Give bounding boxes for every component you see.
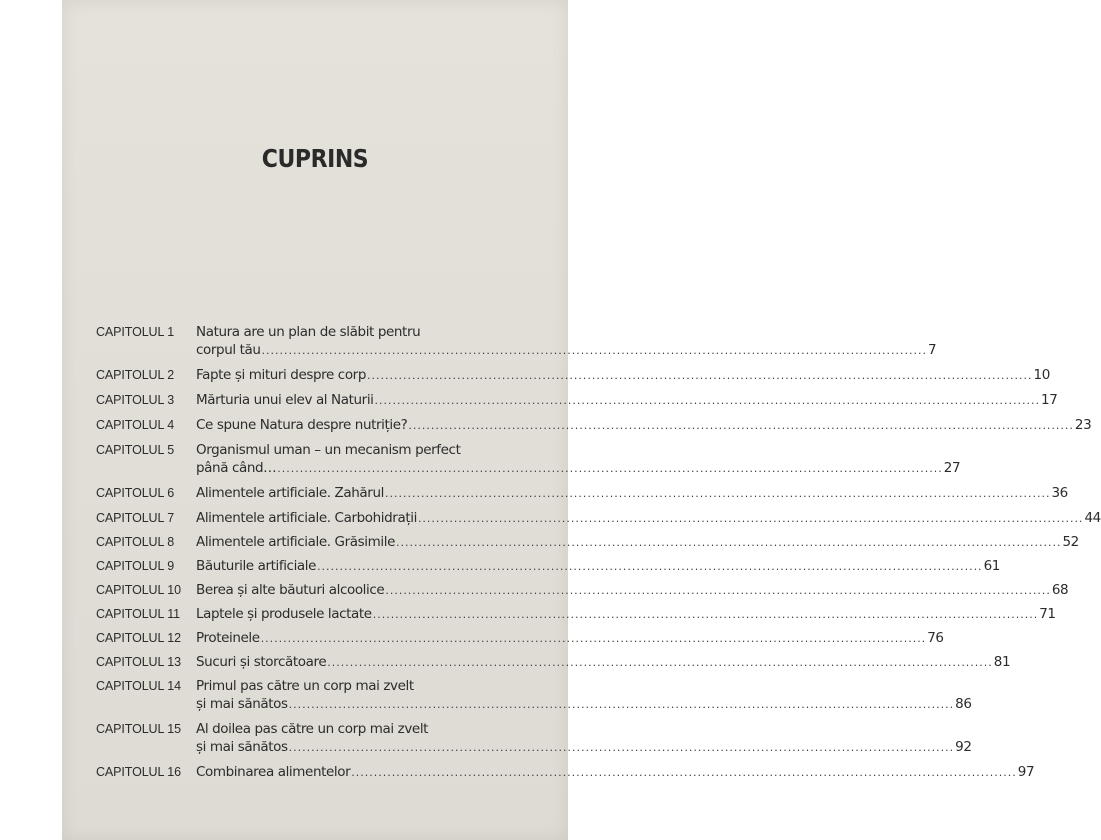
chapter-title-line: Organismul uman – un mecanism perfect [196,442,461,458]
chapter-label: CAPITOLUL 14 [96,679,181,693]
leader-dots [367,367,1033,385]
chapter-entry-body [196,441,960,478]
chapter-title-line [196,484,1068,503]
chapter-title-line [196,581,1068,600]
page-number: 76 [927,630,944,646]
toc-entry [96,629,944,648]
page-number: 92 [955,739,972,755]
chapter-entry-body [196,557,1000,576]
chapter-title: Băuturile artificiale [196,558,317,574]
chapter-label: CAPITOLUL 7 [96,511,175,525]
leader-dots [317,558,983,576]
leader-dots [289,739,955,757]
leader-dots [327,654,993,672]
chapter-label: CAPITOLUL 1 [96,325,175,339]
chapter-entry-body [196,391,1057,410]
chapter-entry-body [196,605,1056,624]
chapter-title: corpul tău [196,342,261,358]
toc-entry [96,720,972,757]
chapter-entry-body [196,763,1034,782]
page-number: 10 [1033,367,1050,383]
chapter-title-line: Primul pas către un corp mai zvelt [196,678,414,694]
chapter-title-line [196,509,1101,528]
chapter-label: CAPITOLUL 11 [96,607,181,621]
chapter-label: CAPITOLUL 12 [96,631,181,645]
leader-dots [385,582,1051,600]
chapter-title: până când… [196,460,277,476]
chapter-entry-body [196,581,1068,600]
toc-entry [96,653,1011,672]
chapter-title-line [196,459,960,478]
chapter-title: Laptele și produsele lactate [196,606,372,622]
chapter-title: Berea și alte băuturi alcoolice [196,582,385,598]
leader-dots [408,417,1074,435]
toc-entry [96,416,1092,435]
leader-dots [277,460,943,478]
chapter-label: CAPITOLUL 8 [96,535,175,549]
chapter-entry-body [196,629,944,648]
toc-entry [96,323,937,360]
chapter-label: CAPITOLUL 5 [96,443,175,457]
toc-entry [96,605,1056,624]
toc-entry [96,366,1050,385]
page-number: 7 [928,342,937,358]
page-number: 27 [943,460,961,476]
book-page [62,0,1101,840]
chapter-label: CAPITOLUL 10 [96,583,181,597]
leader-dots [396,534,1062,552]
page-number: 23 [1074,417,1092,433]
chapter-title-line [196,341,936,360]
page-number: 86 [955,696,972,712]
leader-dots [375,392,1041,410]
chapter-label: CAPITOLUL 3 [96,393,175,407]
chapter-label: CAPITOLUL 2 [96,368,175,382]
toc-entry [96,533,1079,552]
toc-entry [96,557,1000,576]
chapter-title: și mai sănătos [196,696,288,712]
toc-entry [96,763,1035,782]
chapter-label: CAPITOLUL 16 [96,765,181,779]
chapter-title: Alimentele artificiale. Grăsimile [196,534,395,550]
page-number: 36 [1051,485,1068,501]
page-number: 97 [1017,764,1035,780]
chapter-title: Ce spune Natura despre nutriție? [196,417,408,433]
chapter-title: Combinarea alimentelor [196,764,351,780]
chapter-title: Mărturia unui elev al Naturii [196,392,374,408]
chapter-title-line [196,738,972,757]
chapter-title-line [196,653,1010,672]
chapter-title: și mai sănătos [196,739,288,755]
chapter-title: Alimentele artificiale. Zahărul [196,485,384,501]
chapter-title: Sucuri și storcătoare [196,654,327,670]
toc-entry [96,391,1058,410]
chapter-entry-body [196,323,936,360]
chapter-entry-body [196,416,1091,435]
chapter-entry-body [196,484,1068,503]
chapter-title-line [196,391,1057,410]
chapter-title: Alimentele artificiale. Carbohidrații [196,510,417,526]
chapter-title-line [196,533,1079,552]
toc-entry [96,677,972,714]
chapter-title-line [196,605,1056,624]
chapter-entry-body [196,509,1101,528]
leader-dots [262,342,928,360]
leader-dots [373,606,1039,624]
chapter-label: CAPITOLUL 9 [96,559,175,573]
chapter-label: CAPITOLUL 15 [96,722,181,736]
chapter-entry-body [196,677,972,714]
chapter-title-line [196,629,944,648]
chapter-title-line: Natura are un plan de slăbit pentru [196,324,421,340]
chapter-title-line [196,763,1034,782]
table-of-contents [96,318,1101,782]
chapter-entry-body [196,366,1050,385]
toc-entry [96,509,1101,528]
chapter-title: Proteinele [196,630,260,646]
leader-dots [261,630,927,648]
chapter-entry-body [196,653,1010,672]
chapter-title-line [196,416,1091,435]
chapter-title: Fapte și mituri despre corp [196,367,367,383]
chapter-label: CAPITOLUL 6 [96,486,175,500]
page-number: 61 [983,558,1000,574]
chapter-title-line: Al doilea pas către un corp mai zvelt [196,721,429,737]
page-number: 17 [1041,392,1058,408]
chapter-title-line [196,366,1050,385]
chapter-entry-body [196,720,972,757]
page-title: CUPRINS [261,144,369,173]
chapter-title-line [196,557,1000,576]
chapter-title-line [196,695,972,714]
toc-entry [96,441,961,478]
chapter-entry-body [196,533,1079,552]
chapter-label: CAPITOLUL 13 [96,655,181,669]
page-number: 81 [993,654,1011,670]
page-number: 52 [1062,534,1079,550]
toc-entry [96,581,1069,600]
page-number: 44 [1084,510,1101,526]
chapter-label: CAPITOLUL 4 [96,418,175,432]
leader-dots [351,764,1017,782]
page-number: 68 [1051,582,1069,598]
leader-dots [418,510,1084,528]
leader-dots [385,485,1051,503]
page-number: 71 [1039,606,1056,622]
leader-dots [289,696,955,714]
toc-entry [96,484,1068,503]
